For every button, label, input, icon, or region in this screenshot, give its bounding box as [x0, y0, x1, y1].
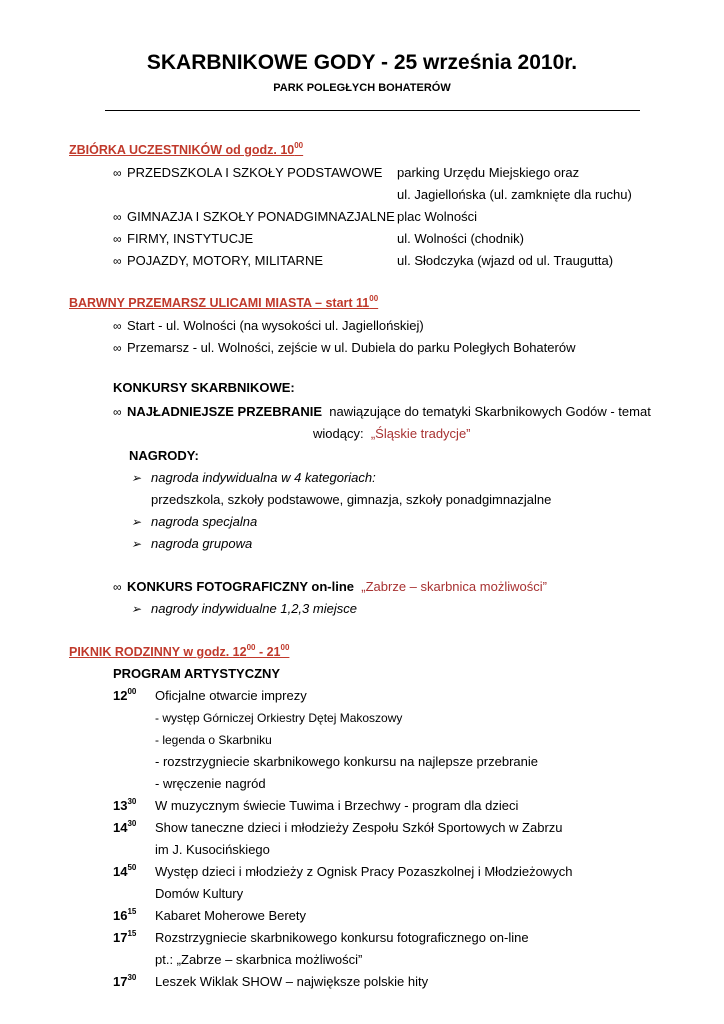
list-item: ∞ Przemarsz - ul. Wolności, zejście w ul. Dubiela do parku Poległych Bohaterów	[113, 340, 576, 355]
gathering-place: ul. Słodczyka (wjazd od ul. Traugutta)	[397, 253, 614, 268]
program-item: - wręczenie nagród	[155, 776, 266, 791]
infinity-bullet-icon: ∞	[113, 341, 122, 355]
list-item: ∞ PRZEDSZKOLA I SZKOŁY PODSTAWOWE	[113, 165, 383, 180]
program-item: W muzycznym świecie Tuwima i Brzechwy - program dla dzieci	[155, 798, 519, 813]
program-item: Kabaret Moherowe Berety	[155, 908, 307, 923]
infinity-bullet-icon: ∞	[113, 580, 122, 594]
list-item: ∞ GIMNAZJA I SZKOŁY PONADGIMNAZJALNE	[113, 209, 395, 224]
prizes-heading: NAGRODY:	[129, 448, 199, 463]
infinity-bullet-icon: ∞	[113, 254, 122, 268]
list-item: ➢ nagroda specjalna	[131, 514, 258, 529]
list-item: ∞ NAJŁADNIEJSZE PRZEBRANIE nawiązujące do tematyki Skarbnikowych Godów - temat	[113, 404, 651, 419]
infinity-bullet-icon: ∞	[113, 319, 122, 333]
header-divider	[105, 110, 640, 111]
section-heading-parade: BARWNY PRZEMARSZ ULICAMI MIASTA – start $11^{00}$	[69, 294, 379, 310]
program-item: - rozstrzygniecie skarbnikowego konkursu na najlepsze przebranie	[155, 754, 538, 769]
arrow-bullet-icon: ➢	[131, 602, 142, 616]
list-item: ∞ FIRMY, INSTYTUCJE	[113, 231, 254, 246]
list-item: ∞ POJAZDY, MOTORY, MILITARNE	[113, 253, 324, 268]
program-time: $14^{50}$	[113, 863, 137, 879]
program-item: Leszek Wiklak SHOW – największe polskie hity	[155, 974, 429, 989]
page-subtitle: PARK POLEGŁYCH BOHATERÓW	[273, 82, 451, 94]
program-item: Występ dzieci i młodzieży z Ognisk Pracy Pozaszkolnej i Młodzieżowych	[155, 864, 573, 879]
program-time: $12^{00}$	[113, 687, 137, 703]
program-time: $16^{15}$	[113, 907, 137, 923]
list-item: ∞ Start - ul. Wolności (na wysokości ul. Jagiellońskiej)	[113, 318, 424, 333]
infinity-bullet-icon: ∞	[113, 210, 122, 224]
program-time: $17^{15}$	[113, 929, 137, 945]
program-time: $14^{30}$	[113, 819, 137, 835]
gathering-place: ul. Jagiellońska (ul. zamknięte dla ruchu)	[397, 187, 632, 202]
arrow-bullet-icon: ➢	[131, 537, 142, 551]
list-item: ∞ KONKURS FOTOGRAFICZNY on-line „Zabrze – skarbnica możliwości”	[113, 579, 547, 594]
program-heading: PROGRAM ARTYSTYCZNY	[113, 666, 281, 681]
program-item: Oficjalne otwarcie imprezy	[155, 688, 307, 703]
list-item: ➢ nagrody indywidualne 1,2,3 miejsce	[131, 601, 357, 616]
section-heading-picnic: PIKNIK RODZINNY w godz. $12^{00} - 21^{00}$	[69, 643, 290, 659]
section-heading-gathering: ZBIÓRKA UCZESTNIKÓW od godz. $10^{00}$	[69, 141, 304, 157]
program-time: $17^{30}$	[113, 973, 137, 989]
gathering-place: ul. Wolności (chodnik)	[397, 231, 524, 246]
arrow-bullet-icon: ➢	[131, 471, 142, 485]
gathering-place: parking Urzędu Miejskiego oraz	[397, 165, 580, 180]
infinity-bullet-icon: ∞	[113, 166, 122, 180]
list-item: ➢ nagroda grupowa	[131, 536, 253, 551]
program-item: Show taneczne dzieci i młodzieży Zespołu Szkół Sportowych w Zabrzu	[155, 820, 563, 835]
list-item: ➢ nagroda indywidualna w 4 kategoriach:	[131, 470, 376, 485]
costume-theme-line: wiodący: „Śląskie tradycje”	[313, 426, 471, 441]
prize-detail: przedszkola, szkoły podstawowe, gimnazja, szkoły ponadgimnazjalne	[151, 492, 552, 507]
program-item: pt.: „Zabrze – skarbnica możliwości”	[155, 952, 363, 967]
infinity-bullet-icon: ∞	[113, 232, 122, 246]
program-item: - legenda o Skarbniku	[155, 733, 272, 747]
page-title: SKARBNIKOWE GODY - 25 września 2010r.	[146, 51, 578, 74]
program-item: im J. Kusocińskiego	[155, 842, 270, 857]
program-item: Domów Kultury	[155, 886, 244, 901]
program-time: $13^{30}$	[113, 797, 137, 813]
arrow-bullet-icon: ➢	[131, 515, 142, 529]
infinity-bullet-icon: ∞	[113, 405, 122, 419]
program-item: - występ Górniczej Orkiestry Dętej Makoszowy	[155, 711, 403, 725]
contests-heading: KONKURSY SKARBNIKOWE:	[113, 380, 295, 395]
gathering-place: plac Wolności	[397, 209, 477, 224]
program-item: Rozstrzygniecie skarbnikowego konkursu fotograficznego on-line	[155, 930, 529, 945]
